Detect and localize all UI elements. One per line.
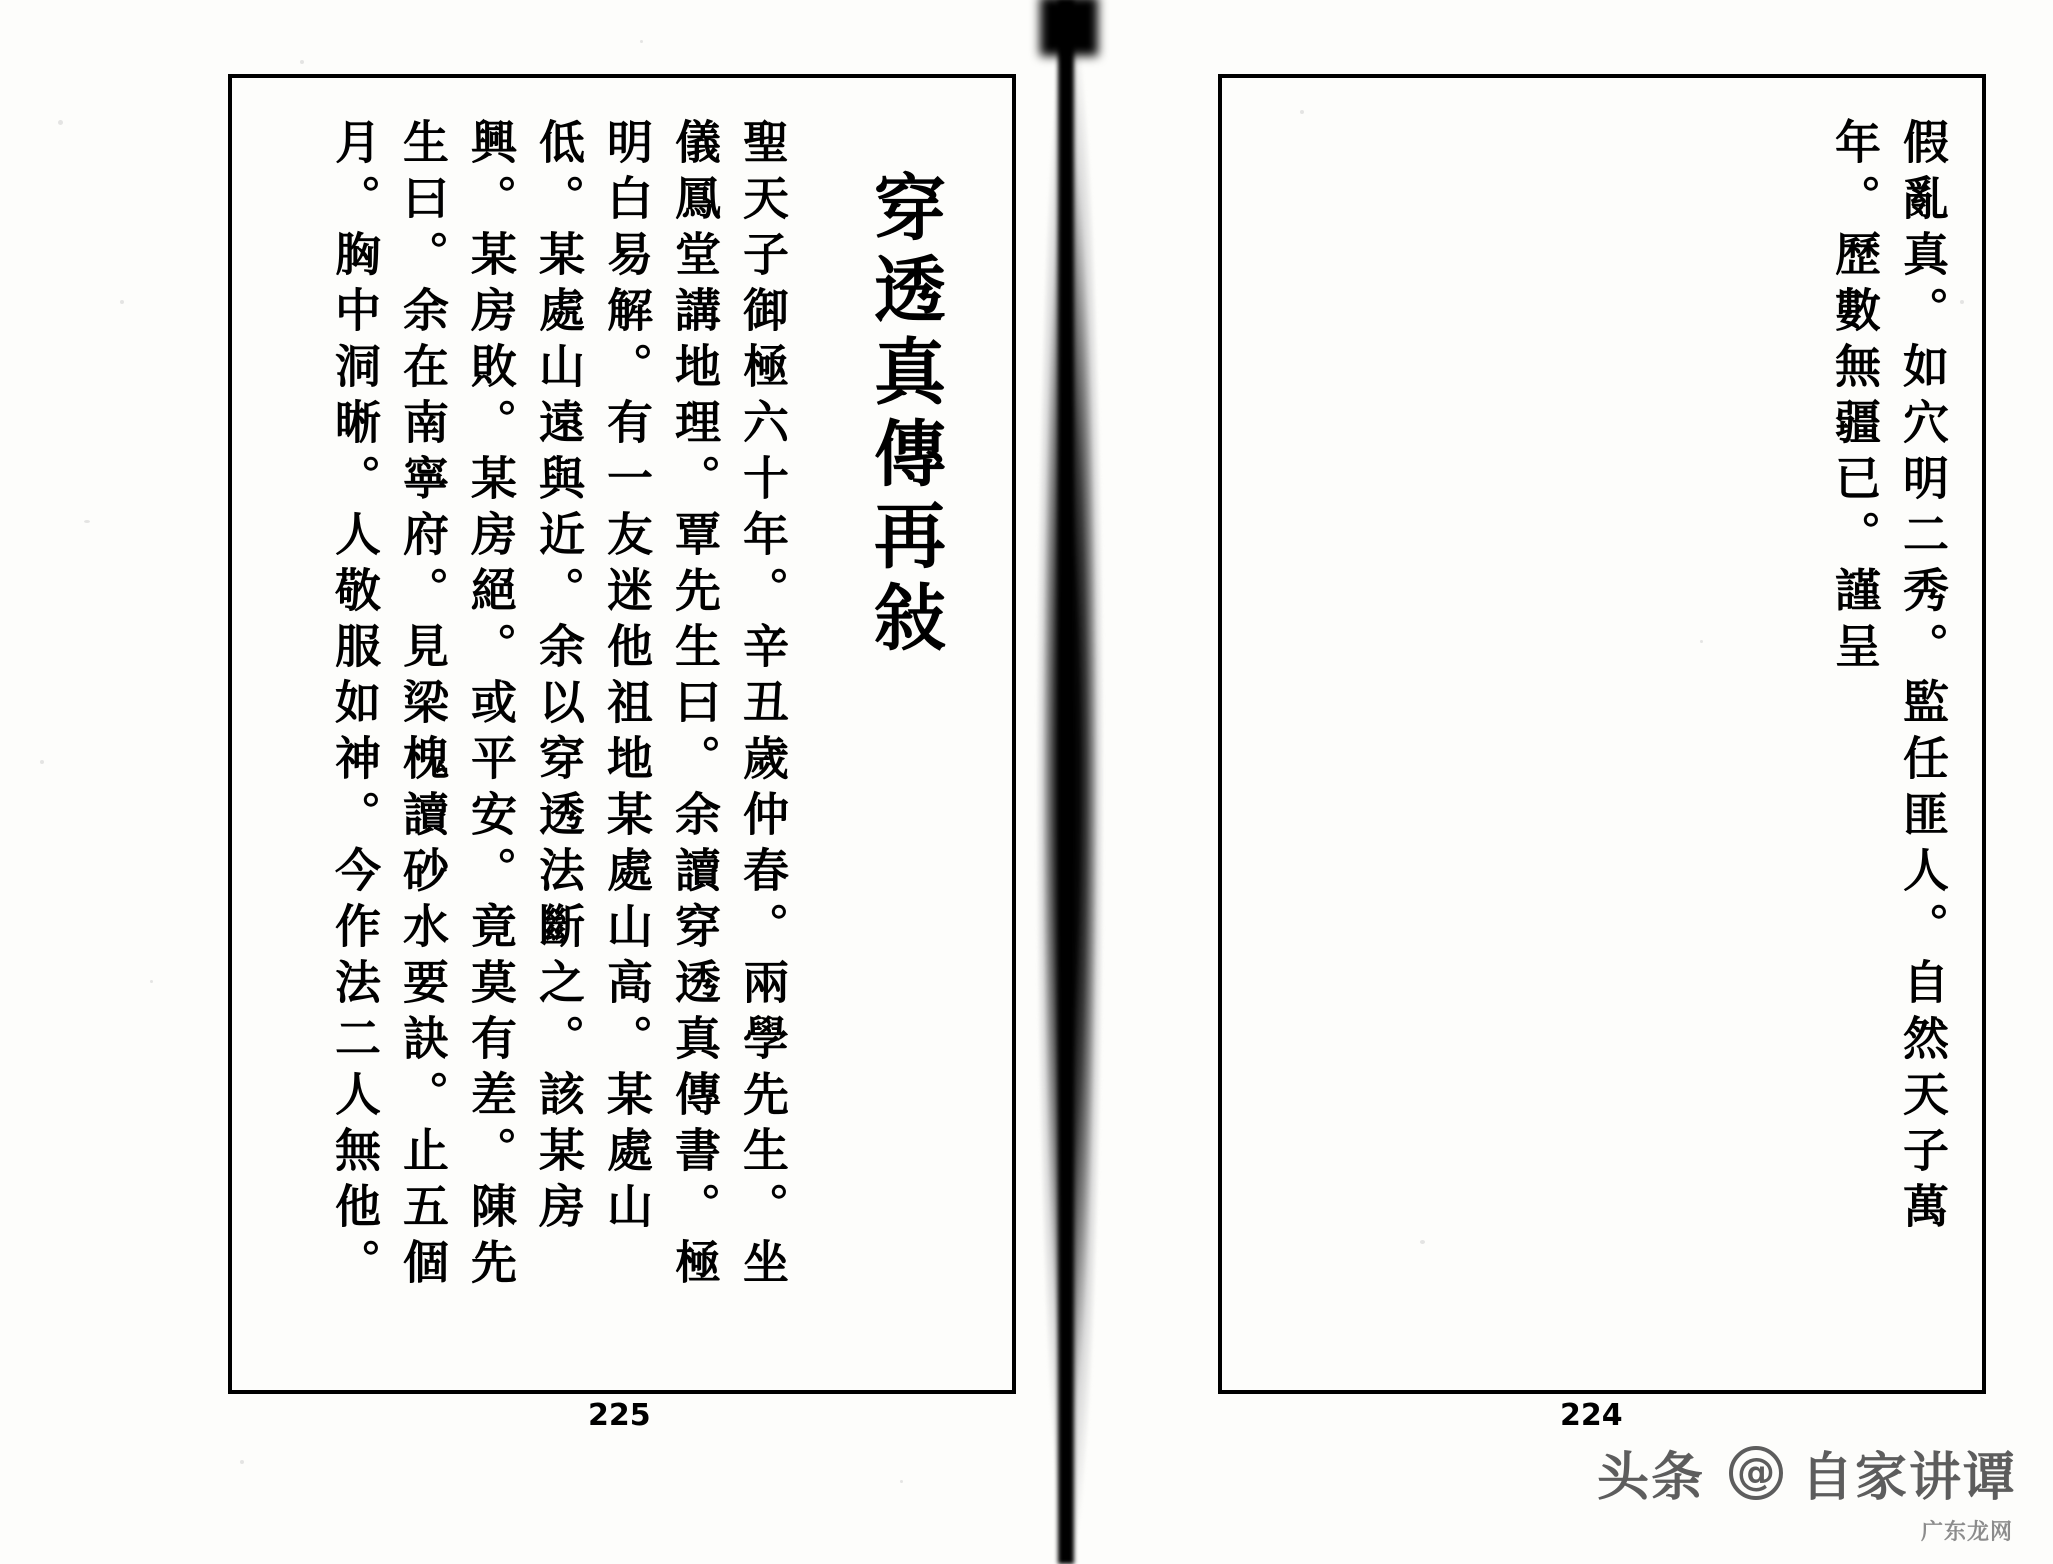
paper-speck	[40, 760, 44, 764]
text-column: 假亂真。如穴明二秀。監任匪人。自然天子萬	[1896, 118, 1950, 1238]
watermark	[1597, 1435, 2017, 1510]
page-number-left: 225	[588, 1398, 651, 1433]
paper-speck	[300, 60, 304, 64]
page-number-right: 224	[1560, 1398, 1623, 1433]
text-column: 興。某房敗。某房絕。或平安。竟莫有差。陳先	[464, 118, 518, 1294]
page-title: 穿透真傳再敍	[862, 170, 947, 662]
paper-speck	[84, 520, 90, 523]
text-column: 聖天子御極六十年。辛丑歲仲春。兩學先生。坐	[736, 118, 790, 1294]
text-column: 明白易解。有一友迷他祖地某處山高。某處山	[600, 118, 654, 1238]
text-column: 生曰。余在南寧府。見梁槐讀砂水要訣。止五個	[396, 118, 450, 1294]
paper-speck	[900, 1480, 903, 1483]
paper-speck	[120, 300, 124, 304]
paper-speck	[640, 40, 643, 43]
at-icon	[1729, 1446, 1783, 1500]
watermark-brand: 头条	[1596, 1448, 1705, 1508]
paper-speck	[150, 980, 153, 983]
text-column: 月。胸中洞晰。人敬服如神。今作法二人無他。	[328, 118, 382, 1294]
watermark-handle: 自家讲谭	[1800, 1448, 2017, 1508]
book-gutter-top-blot	[1040, 0, 1098, 56]
paper-speck	[240, 1460, 244, 1464]
text-column: 低。某處山遠與近。余以穿透法斷之。該某房	[532, 118, 586, 1238]
text-column: 年。歷數無疆已。謹呈	[1828, 118, 1882, 678]
book-gutter-core	[1058, 0, 1074, 1564]
watermark-subtext: 广东龙网	[1920, 1520, 2013, 1545]
paper-speck	[58, 120, 63, 125]
text-column: 儀鳳堂講地理。覃先生曰。余讀穿透真傳書。極	[668, 118, 722, 1294]
